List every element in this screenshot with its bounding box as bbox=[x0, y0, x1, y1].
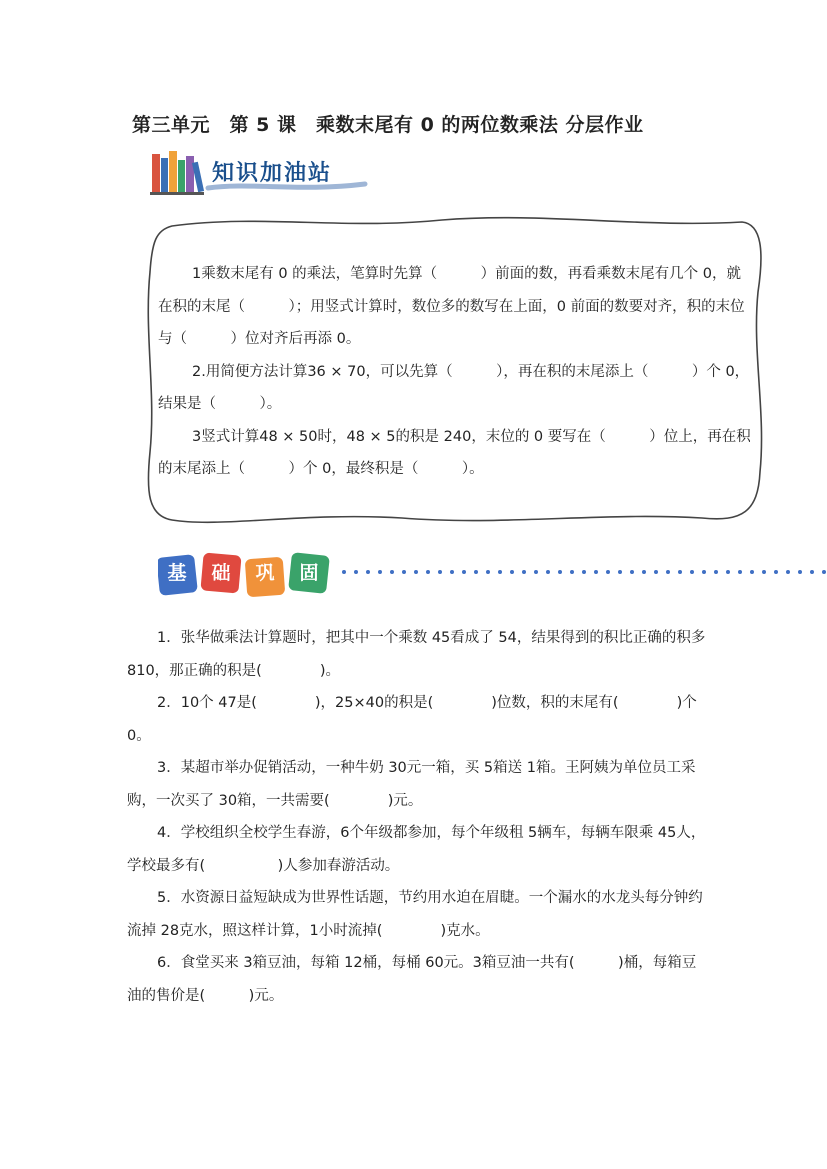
knowledge-item-1: 1乘数末尾有 0 的乘法，笔算时先算（ ）前面的数，再看乘数末尾有几个 0，就在积的末尾（ ）；用竖式计算时，数位多的数写在上面，0 前面的数要对齐，积的末位与（ ）位对齐后再添 0。 bbox=[158, 266, 745, 347]
knowledge-item-2: 2.用简便方法计算36 × 70，可以先算（ ），再在积的末尾添上（ ）个 0，结果是（ ）。 bbox=[158, 363, 750, 412]
exercise-item-5: 5．水资源日益短缺成为世界性话题，节约用水迫在眉睫。一个漏水的水龙头每分钟约流掉 28克水，照这样计算，1小时流掉( )克水。 bbox=[127, 890, 703, 939]
exercise-item-2: 2．10个 47是( )，25×40的积是( )位数，积的末尾有( )个 0。 bbox=[127, 695, 697, 744]
section2-heading-char-4: 固 bbox=[299, 562, 319, 584]
section1-heading: 知识加油站 bbox=[212, 161, 333, 186]
exercise-item-6: 6．食堂买来 3箱豆油，每箱 12桶，每桶 60元。3箱豆油一共有( )桶，每箱豆油的售价是( )元。 bbox=[127, 955, 697, 1004]
exercise-item-3: 3．某超市举办促销活动，一种牛奶 30元一箱，买 5箱送 1箱。王阿姨为单位员工采购，一次买了 30箱，一共需要( )元。 bbox=[127, 760, 696, 809]
section2-heading-char-3: 巩 bbox=[255, 562, 275, 584]
dotted-line bbox=[342, 570, 826, 574]
exercise-list bbox=[127, 622, 707, 1012]
section2-heading-char-2: 础 bbox=[211, 562, 231, 584]
page-title: 第三单元 第 5 课 乘数末尾有 0 的两位数乘法 分层作业 bbox=[132, 114, 644, 136]
section2-heading-char-1: 基 bbox=[167, 562, 187, 584]
exercise-item-4: 4．学校组织全校学生春游，6个年级都参加，每个年级租 5辆车，每辆车限乘 45人，学校最多有( )人参加春游活动。 bbox=[127, 825, 706, 874]
books-icon bbox=[150, 151, 204, 195]
knowledge-content bbox=[158, 258, 753, 486]
knowledge-item-3: 3竖式计算48 × 50时，48 × 5的积是 240，末位的 0 要写在（ ）位上，再在积的末尾添上（ ）个 0，最终积是（ ）。 bbox=[158, 428, 751, 477]
exercise-item-1: 1．张华做乘法计算题时，把其中一个乘数 45看成了 54，结果得到的积比正确的积多 810，那正确的积是( )。 bbox=[127, 630, 706, 679]
